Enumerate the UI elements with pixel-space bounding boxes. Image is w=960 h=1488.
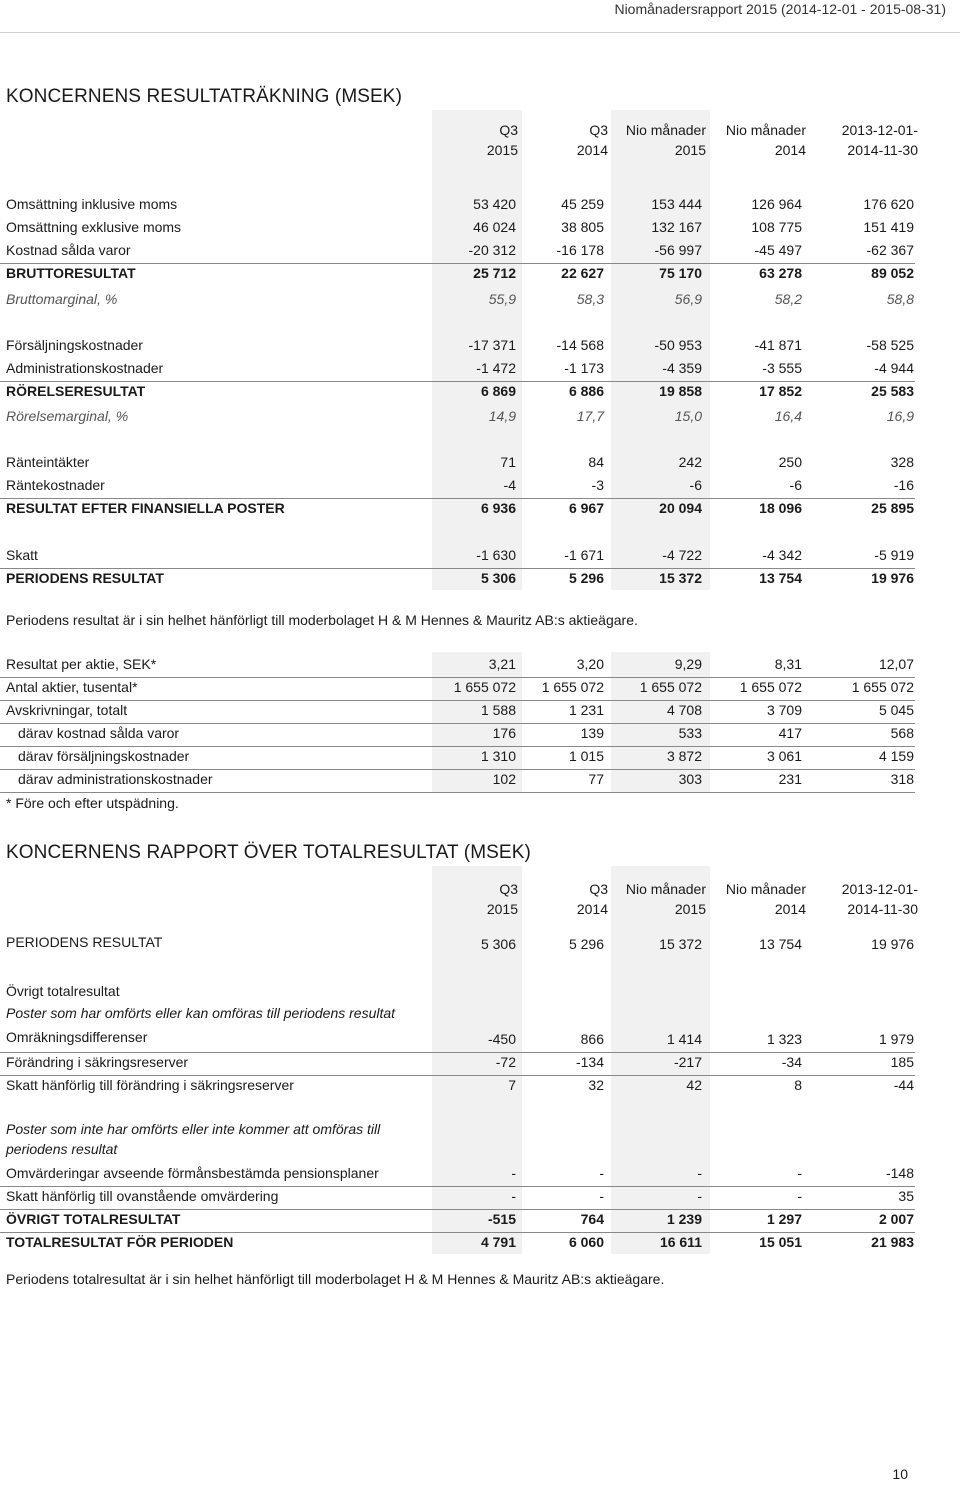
cell: 4 159 <box>878 748 914 764</box>
row-label: Omräkningsdifferenser <box>6 1029 148 1045</box>
cell: -56 997 <box>654 242 702 258</box>
table-row <box>0 932 960 958</box>
cell: -20 312 <box>468 242 516 258</box>
cell: 19 976 <box>871 936 914 952</box>
row-label: Kostnad sålda varor <box>6 242 131 258</box>
col-header: Q3 2014 <box>576 122 608 158</box>
table-row <box>0 746 960 769</box>
row-label: därav kostnad sålda varor <box>18 725 180 741</box>
report-header: Niomånadersrapport 2015 (2014-12-01 - 2015-08-31) <box>614 1 946 17</box>
cell: 328 <box>890 454 914 470</box>
cell: 45 259 <box>561 196 604 212</box>
cell: 1 655 072 <box>453 679 516 695</box>
row-label: Skatt <box>6 547 38 563</box>
row-label: därav försäljningskostnader <box>18 748 190 764</box>
cell: 1 979 <box>878 1031 914 1047</box>
col-header: Q3 2014 <box>576 881 608 917</box>
cell: 176 <box>492 725 516 741</box>
cell: 25 895 <box>871 500 914 516</box>
row-label: Rörelsemarginal, % <box>6 408 129 424</box>
cell: 417 <box>778 725 802 741</box>
cell: 19 858 <box>659 383 702 399</box>
cell: 15 372 <box>659 936 702 952</box>
other-comprehensive-heading: Övrigt totalresultat <box>6 983 120 999</box>
cell: -1 472 <box>476 360 516 376</box>
cell: 58,2 <box>774 291 802 307</box>
table-row <box>0 700 960 723</box>
comprehensive-income-note: Periodens totalresultat är i sin helhet hänförligt till moderbolaget H & M Hennes & Mauritz AB:s aktieägare. <box>6 1271 665 1287</box>
row-label: Omsättning inklusive moms <box>6 196 178 212</box>
cell: -148 <box>885 1165 914 1181</box>
cell: -44 <box>893 1077 914 1093</box>
income-statement-note: Periodens resultat är i sin helhet hänförligt till moderbolaget H & M Hennes & Mauritz AB:s aktieägare. <box>6 612 638 628</box>
table-row <box>0 723 960 746</box>
cell: 89 052 <box>871 265 914 281</box>
cell: 6 967 <box>568 500 604 516</box>
row-label: Räntekostnader <box>6 477 105 493</box>
cell: 1 310 <box>480 748 516 764</box>
cell: 13 754 <box>759 570 802 586</box>
cell: -1 173 <box>564 360 604 376</box>
cell: 250 <box>778 454 802 470</box>
row-label: Ränteintäkter <box>6 454 90 470</box>
cell: 102 <box>492 771 516 787</box>
table-row <box>0 1186 960 1209</box>
cell: 7 <box>508 1077 516 1093</box>
cell: 6 869 <box>480 383 516 399</box>
cell: 22 627 <box>561 265 604 281</box>
cell: -134 <box>575 1054 604 1070</box>
cell: 6 060 <box>568 1234 604 1250</box>
cell: 75 170 <box>659 265 702 281</box>
table-row <box>0 475 960 498</box>
cell: 77 <box>588 771 604 787</box>
cell: 25 583 <box>871 383 914 399</box>
cell: -45 497 <box>754 242 802 258</box>
row-label: Omvärderingar avseende förmånsbestämda pensionsplaner <box>6 1165 379 1181</box>
cell: 6 886 <box>568 383 604 399</box>
cell: 5 296 <box>568 570 604 586</box>
cell: 568 <box>890 725 914 741</box>
table-row <box>0 289 960 312</box>
income-statement-title: KONCERNENS RESULTATRÄKNING (MSEK) <box>6 86 403 107</box>
cell: 16,9 <box>886 408 914 424</box>
row-label: RESULTAT EFTER FINANSIELLA POSTER <box>6 500 285 516</box>
row-label: Skatt hänförlig till förändring i säkringsreserver <box>6 1077 294 1093</box>
cell: 3,20 <box>576 656 604 672</box>
cell: 9,29 <box>674 656 702 672</box>
cell: -14 568 <box>556 337 604 353</box>
cell: -217 <box>673 1054 702 1070</box>
cell: 5 306 <box>480 936 516 952</box>
table-row <box>0 406 960 429</box>
cell: 15,0 <box>674 408 702 424</box>
cell: 139 <box>580 725 604 741</box>
cell: 1 015 <box>568 748 604 764</box>
cell: 4 708 <box>666 702 702 718</box>
row-label: RÖRELSERESULTAT <box>6 383 146 399</box>
table-row <box>0 452 960 475</box>
cell: 5 296 <box>568 936 604 952</box>
row-label: Förändring i säkringsreserver <box>6 1054 189 1070</box>
cell: -3 <box>591 477 604 493</box>
cell: 1 231 <box>568 702 604 718</box>
cell: 1 588 <box>480 702 516 718</box>
cell: - <box>599 1165 604 1181</box>
cell: 3 709 <box>766 702 802 718</box>
col-header: Nio månader 2014 <box>725 881 806 917</box>
table-row <box>0 335 960 358</box>
table-row <box>0 263 960 286</box>
cell: -6 <box>689 477 702 493</box>
cell: -72 <box>495 1054 516 1070</box>
table-row <box>0 1075 960 1098</box>
table-row <box>0 358 960 381</box>
cell: - <box>511 1188 516 1204</box>
cell: -41 871 <box>754 337 802 353</box>
col-header: Q3 2015 <box>486 881 518 917</box>
cell: 71 <box>500 454 516 470</box>
cell: 242 <box>678 454 702 470</box>
table-row <box>0 1163 960 1186</box>
comprehensive-income-title: KONCERNENS RAPPORT ÖVER TOTALRESULTAT (MSEK) <box>6 842 531 863</box>
cell: 55,9 <box>488 291 516 307</box>
cell: 3 872 <box>666 748 702 764</box>
cell: 1 655 072 <box>851 679 914 695</box>
cell: 866 <box>580 1031 604 1047</box>
cell: 12,07 <box>878 656 914 672</box>
cell: 8,31 <box>774 656 802 672</box>
cell: 176 620 <box>863 196 914 212</box>
table-row <box>0 1209 960 1232</box>
cell: -6 <box>789 477 802 493</box>
row-label: Omsättning exklusive moms <box>6 219 182 235</box>
cell: 20 094 <box>659 500 702 516</box>
cell: -4 <box>503 477 516 493</box>
cell: 151 419 <box>863 219 914 235</box>
cell: -5 919 <box>874 547 914 563</box>
col-header: Q3 2015 <box>486 122 518 158</box>
page-number: 10 <box>892 1466 908 1482</box>
cell: -17 371 <box>468 337 516 353</box>
row-label: Försäljningskostnader <box>6 337 143 353</box>
cell: -450 <box>487 1031 516 1047</box>
cell: 1 655 072 <box>541 679 604 695</box>
col-header: Nio månader 2014 <box>725 122 806 158</box>
cell: 18 096 <box>759 500 802 516</box>
per-share-footnote: * Före och efter utspädning. <box>6 795 179 811</box>
cell: 21 983 <box>871 1234 914 1250</box>
cell: 1 655 072 <box>739 679 802 695</box>
cell: 185 <box>890 1054 914 1070</box>
row-label: TOTALRESULTAT FÖR PERIODEN <box>6 1234 234 1250</box>
cell: 231 <box>778 771 802 787</box>
cell: 132 167 <box>651 219 702 235</box>
cell: 14,9 <box>488 408 516 424</box>
row-label: Antal aktier, tusental* <box>6 679 138 695</box>
header-divider <box>0 32 960 33</box>
cell: 6 936 <box>480 500 516 516</box>
cell: -16 <box>893 477 914 493</box>
cell: 533 <box>678 725 702 741</box>
table-row <box>0 194 960 217</box>
cell: 4 791 <box>480 1234 516 1250</box>
table-row <box>0 1232 960 1255</box>
cell: - <box>797 1188 802 1204</box>
table-row <box>0 654 960 677</box>
reclass-heading: Poster som har omförts eller kan omföras till periodens resultat <box>6 1005 396 1021</box>
cell: - <box>697 1165 702 1181</box>
cell: 3,21 <box>488 656 516 672</box>
cell: 35 <box>898 1188 914 1204</box>
cell: -4 359 <box>662 360 702 376</box>
col-header: Nio månader 2015 <box>625 881 706 917</box>
cell: 764 <box>580 1211 604 1227</box>
row-label: ÖVRIGT TOTALRESULTAT <box>6 1211 181 1227</box>
row-label: Skatt hänförlig till ovanstående omvärdering <box>6 1188 279 1204</box>
cell: 15 372 <box>659 570 702 586</box>
cell: -58 525 <box>866 337 914 353</box>
cell: 153 444 <box>651 196 702 212</box>
cell: 53 420 <box>473 196 516 212</box>
row-label: Administrationskostnader <box>6 360 164 376</box>
per-share-bottom-line <box>0 792 915 793</box>
cell: 13 754 <box>759 936 802 952</box>
cell: 1 655 072 <box>639 679 702 695</box>
row-label: därav administrationskostnader <box>18 771 213 787</box>
cell: 84 <box>588 454 604 470</box>
cell: 46 024 <box>473 219 516 235</box>
row-label: PERIODENS RESULTAT <box>6 570 164 586</box>
table-row <box>0 545 960 568</box>
table-row <box>0 769 960 792</box>
table-row <box>0 217 960 240</box>
table-row <box>0 1052 960 1075</box>
cell: 1 239 <box>666 1211 702 1227</box>
cell: 16 611 <box>659 1234 702 1250</box>
cell: 58,3 <box>576 291 604 307</box>
table-row <box>0 381 960 404</box>
cell: - <box>797 1165 802 1181</box>
cell: 1 297 <box>766 1211 802 1227</box>
cell: 38 805 <box>561 219 604 235</box>
table-row <box>0 568 960 591</box>
cell: 25 712 <box>473 265 516 281</box>
row-label: PERIODENS RESULTAT <box>6 934 163 950</box>
cell: -3 555 <box>762 360 802 376</box>
cell: 32 <box>588 1077 604 1093</box>
cell: 1 414 <box>666 1031 702 1047</box>
table-row <box>0 498 960 521</box>
cell: 17,7 <box>576 408 604 424</box>
col-header: Nio månader 2015 <box>625 122 706 158</box>
cell: 303 <box>678 771 702 787</box>
cell: -50 953 <box>654 337 702 353</box>
cell: 8 <box>794 1077 802 1093</box>
cell: 318 <box>890 771 914 787</box>
cell: 58,8 <box>886 291 914 307</box>
cell: - <box>697 1188 702 1204</box>
table-row <box>0 677 960 700</box>
table-row <box>0 240 960 263</box>
row-label: Bruttomarginal, % <box>6 291 118 307</box>
cell: 108 775 <box>751 219 802 235</box>
cell: -1 630 <box>476 547 516 563</box>
col-header: 2013-12-01- 2014-11-30 <box>841 122 918 158</box>
row-label: BRUTTORESULTAT <box>6 265 136 281</box>
cell: -4 944 <box>874 360 914 376</box>
cell: 5 306 <box>480 570 516 586</box>
cell: 126 964 <box>751 196 802 212</box>
cell: 63 278 <box>759 265 802 281</box>
cell: 5 045 <box>878 702 914 718</box>
cell: - <box>599 1188 604 1204</box>
cell: 17 852 <box>759 383 802 399</box>
cell: 42 <box>686 1077 702 1093</box>
row-label: Resultat per aktie, SEK* <box>6 656 157 672</box>
cell: 2 007 <box>878 1211 914 1227</box>
row-label: Avskrivningar, totalt <box>6 702 128 718</box>
table-row <box>0 1027 960 1053</box>
nonreclass-heading-line2: periodens resultat <box>6 1141 118 1157</box>
cell: 19 976 <box>871 570 914 586</box>
cell: -4 342 <box>762 547 802 563</box>
cell: 3 061 <box>766 748 802 764</box>
col-header: 2013-12-01- 2014-11-30 <box>841 881 918 917</box>
cell: - <box>511 1165 516 1181</box>
cell: -515 <box>487 1211 516 1227</box>
cell: -16 178 <box>556 242 604 258</box>
cell: 1 323 <box>766 1031 802 1047</box>
cell: 16,4 <box>774 408 802 424</box>
cell: 56,9 <box>674 291 702 307</box>
cell: -4 722 <box>662 547 702 563</box>
cell: -34 <box>781 1054 802 1070</box>
cell: -1 671 <box>564 547 604 563</box>
cell: -62 367 <box>866 242 914 258</box>
nonreclass-heading-line1: Poster som inte har omförts eller inte kommer att omföras till <box>6 1121 381 1137</box>
cell: 15 051 <box>759 1234 802 1250</box>
